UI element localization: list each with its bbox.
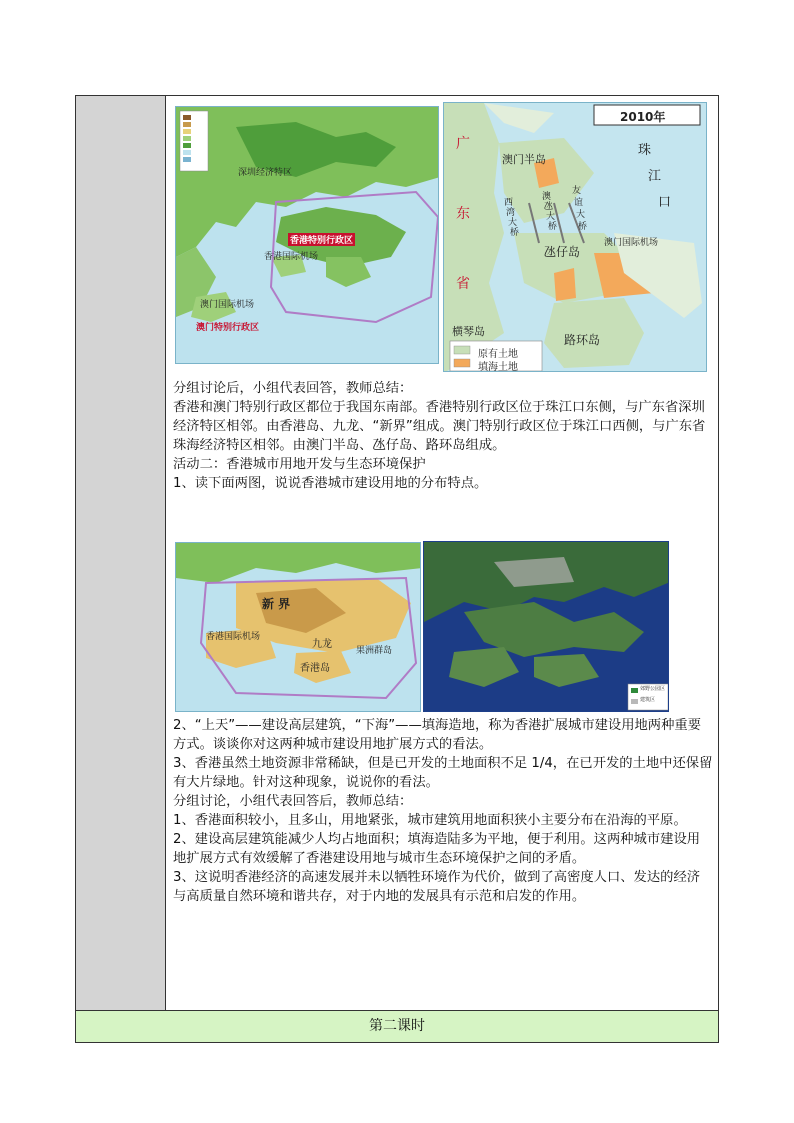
hk-island-label: 香港岛 [300,663,330,674]
paragraph: 3、香港虽然土地资源非常稀缺，但是已开发的土地面积不足 1/4，在已开发的土地中还保留有大片绿地。针对这种现象，说说你的看法。 [173,756,713,790]
hk-landuse-svg [176,543,421,712]
bridge3-2: 谊 [574,198,584,208]
guangdong-2: 东 [456,206,470,222]
paragraph: 2、“上天”——建设高层建筑，“下海”——填海造地，称为香港扩展城市建设用地两种重要方式。谈谈你对这两种城市建设用地扩展方式的看法。 [173,718,701,752]
bridge1-1: 西 [504,198,514,208]
bridge3-4: 桥 [578,222,588,232]
bridge1-3: 大 [508,218,518,228]
paragraph: 活动二：香港城市用地开发与生态环境保护 [173,457,426,472]
islands-label: 果洲群岛 [356,646,393,656]
summary-text-2 [173,716,713,906]
zhujiang-3: 口 [658,195,672,210]
guangdong-3: 省 [456,276,470,292]
guangdong-1: 广 [456,136,470,152]
bridge3-1: 友 [572,186,582,196]
taipa-label: 氹仔岛 [544,245,581,259]
paragraph: 3、这说明香港经济的高速发展并未以牺牲环境作为代价，做到了高密度人口、发达的经济与高质量自然环境和谐共存，对于内地的发展具有示范和启发的作用。 [173,870,701,904]
paragraph: 分组讨论后，小组代表回答，教师总结： [173,381,413,396]
bridge3-3: 大 [576,210,586,220]
hengqin-label: 横琴岛 [452,325,485,338]
label-column [76,96,166,1010]
airport-label: 澳门国际机场 [604,238,659,248]
macau-airport-label: 澳门国际机场 [200,300,255,310]
bridge2-2: 氹 [544,202,554,212]
sat-legend-built: 建筑区 [640,697,656,703]
bridge2-1: 澳 [542,192,552,202]
content-cell [167,96,718,1010]
bridge2-3: 大 [546,212,556,222]
hk-satellite-image [423,541,669,712]
bridge2-4: 桥 [548,222,558,232]
year-label: 2010年 [620,110,666,124]
paragraph: 2、建设高层建筑能减少人均占地面积；填海造陆多为平地，便于利用。这两种城市建设用地扩展方式有效缓解了香港建设用地与城市生态环境保护之间的矛盾。 [173,832,701,866]
macau-land-map [443,102,707,372]
paragraph: 分组讨论，小组代表回答后，教师总结： [173,794,413,809]
paragraph: 1、香港面积较小，且多山，用地紧张，城市建筑用地面积狭小主要分布在沿海的平原。 [173,813,687,828]
sat-legend-park: 郊野公园区 [640,686,666,692]
bridge1-4: 桥 [510,228,520,238]
legend-reclaimed: 填海土地 [478,362,518,372]
satellite-svg [424,542,669,712]
hk-topographic-map [175,106,439,364]
macau-sar-label: 澳门特别行政区 [196,323,260,333]
summary-text-1 [173,379,713,493]
bridge1-2: 湾 [506,208,516,218]
new-territories-label: 新 界 [262,597,291,611]
shenzhen-label: 深圳经济特区 [238,168,293,178]
lesson-table [75,95,719,1043]
kowloon-label: 九龙 [312,639,332,650]
paragraph: 香港和澳门特别行政区都位于我国东南部。香港特别行政区位于珠江口东侧，与广东省深圳经济特区相邻。由香港岛、九龙、“新界”组成。澳门特别行政区位于珠江口西侧，与广东省珠海经济特区相邻。由澳门半岛、氹仔岛、路环岛组成。 [173,400,706,453]
hk-landuse-map [175,542,421,712]
hk-airport-label: 香港国际机场 [264,252,319,262]
zhujiang-1: 珠 [638,143,652,158]
section-footer: 第二课时 [76,1010,718,1042]
paragraph: 1、读下面两图，说说香港城市建设用地的分布特点。 [173,476,488,491]
hk-sar-label: 香港特别行政区 [288,233,355,246]
zhujiang-2: 江 [648,169,662,184]
legend-original: 原有土地 [478,349,518,360]
coloane-label: 路环岛 [564,333,601,347]
hk-airport-label-2: 香港国际机场 [206,632,261,642]
macau-peninsula-label: 澳门半岛 [502,153,546,166]
